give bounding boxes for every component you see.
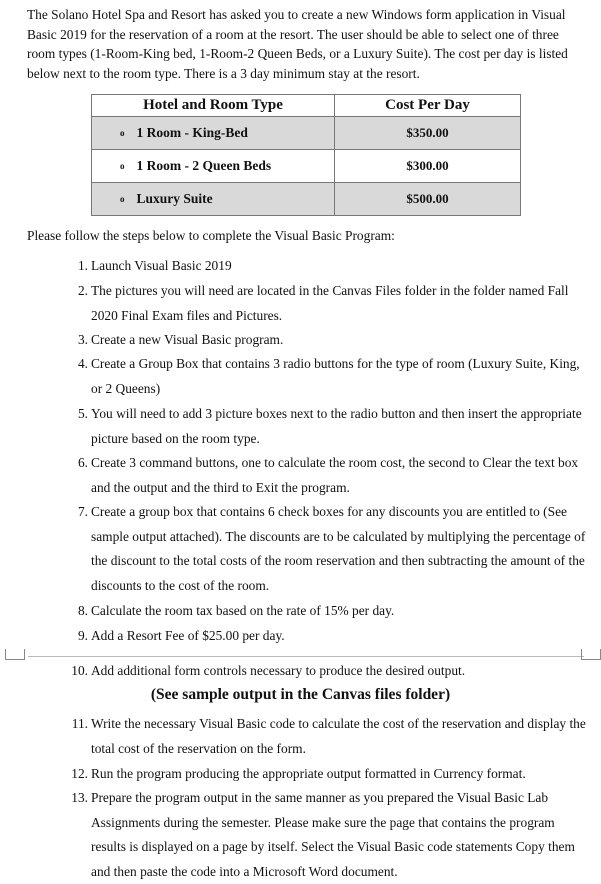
header-room-type: Hotel and Room Type bbox=[92, 95, 335, 117]
page-break-divider bbox=[28, 656, 584, 657]
room-cost-table bbox=[91, 94, 521, 216]
header-cost-per-day: Cost Per Day bbox=[335, 95, 521, 117]
room-type-king: 1 Room - King-Bed bbox=[136, 125, 248, 140]
table-header-row bbox=[92, 95, 521, 117]
bullet-icon: o bbox=[120, 161, 125, 171]
cost-king: $350.00 bbox=[335, 117, 521, 150]
page-marker-left bbox=[5, 649, 25, 660]
cost-queens: $300.00 bbox=[335, 150, 521, 183]
table-row bbox=[92, 117, 521, 150]
sample-output-note: (See sample output in the Canvas files folder) bbox=[150, 686, 451, 703]
steps-lead-text: Please follow the steps below to complete the Visual Basic Program: bbox=[27, 228, 395, 243]
room-type-queens: 1 Room - 2 Queen Beds bbox=[136, 158, 272, 173]
bullet-icon: o bbox=[120, 194, 125, 204]
cost-suite: $500.00 bbox=[335, 183, 521, 216]
intro-paragraph: The Solano Hotel Spa and Resort has asked you to create a new Windows form application in Visual Basic 2019 for the reservation of a room at the resort. The user should be able to select one of three room types (1-Room-King bed, 1-Room-2 Queen Beds, or a Luxury Suite). The cost per day is listed below next to the room type. There is a 3 day minimum stay at the resort. bbox=[27, 7, 568, 81]
room-type-suite: Luxury Suite bbox=[136, 191, 213, 206]
table-row bbox=[92, 183, 521, 216]
table-row bbox=[92, 150, 521, 183]
bullet-icon: o bbox=[120, 128, 125, 138]
